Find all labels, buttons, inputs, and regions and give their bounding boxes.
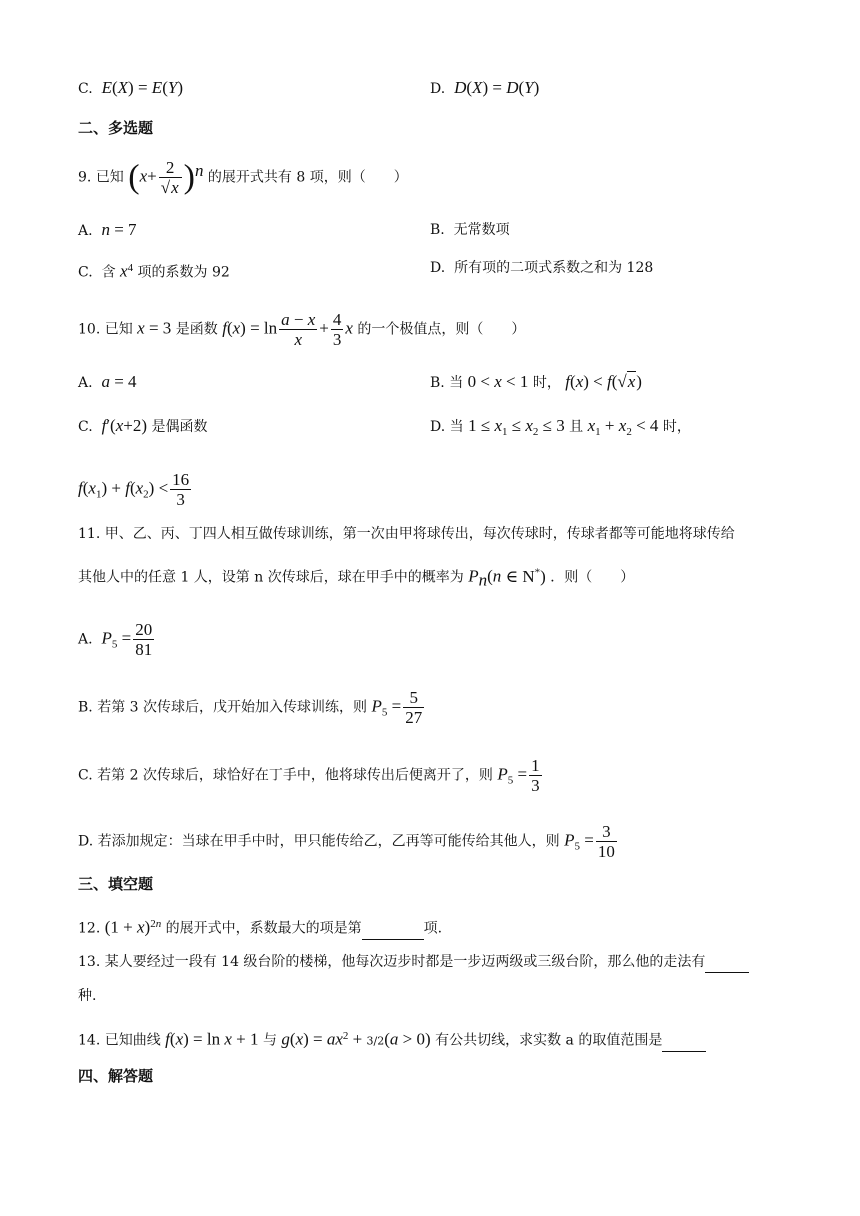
answer-blank[interactable] [362,919,424,940]
q10-option-b: B. 当 0 < x < 1 时， f(x) < f(√x) [430,372,642,391]
q9-option-b [430,220,510,240]
option-label: A. [78,631,93,648]
fraction: $\frac{3}{10}$ [597,822,615,861]
formula: D [454,78,467,97]
stem-text: 甲、乙、丙、丁四人相互做传球训练，第一次由甲将球传出，每次传球时，传球者都等可能地将球传给 [104,526,735,542]
option-label: B. [430,222,445,238]
question-13-line2: 种. [78,988,97,1004]
q10-option-a: A. a = 4 [78,372,137,391]
section-heading-fill-in: 三、填空题 [78,875,154,893]
option-label: B. [78,699,93,716]
q11-option-b: B. 若第 3 次传球后，戊开始加入传球训练，则 $P_5$ = $\frac{5}{27}$ [78,688,423,727]
fraction: $\frac{1}{3}$ [531,756,540,795]
fraction: $\frac{16}{3}$ [172,470,190,509]
fraction: $\frac{20}{81}$ [135,620,153,659]
question-12: 12. $(1 + x)^{2n}$ 的展开式中，系数最大的项是第 项. [78,914,442,940]
option-label: D. [78,833,94,850]
option-label: B. [430,375,445,391]
stem-text: 某人要经过一段有 14 级台阶的楼梯，他每次迈步时都是一步迈两级或三级台阶，那么他的走法有 [104,954,706,970]
stem-text: 已知 [95,169,124,186]
option-text: 所有项的二项式系数之和为 128 [454,260,654,276]
option-label: C. [78,264,93,281]
stem-text: 的展开式共有 8 项，则（ ） [207,169,408,186]
question-9-stem: 9. 已知 (x+ $\frac{2}{√x}$ )$^n$ 的展开式共有 8 项，则（ ） [78,158,408,197]
stem-text: 已知曲线 [104,1032,161,1049]
section-heading-answer: 四、解答题 [78,1067,154,1085]
stem-text: 已知 [104,321,133,338]
q10-option-d: D. 当 $1 \le x_1 \le x_2 \le 3$ 且 $x_1 + x_2 < 4$ 时， [430,416,691,438]
question-number: 10. [78,321,101,338]
question-10-stem: 10. 已知 x = 3 是函数 f(x) = ln $\frac{a - x}{x}$ + $\frac{4}{3}$ x 的一个极值点，则（ ） [78,310,526,349]
question-number: 13. [78,954,101,970]
option-text: 时， [532,375,561,391]
q11-option-a: A. $P_5$ = $\frac{20}{81}$ [78,620,153,659]
q9-option-a: A. n = 7 [78,220,137,239]
option-text: 若添加规定：当球在甲手中时，甲只能传给乙，乙再等可能传给其他人，则 [97,833,560,850]
q10-option-c: C. f′(x+2) 是偶函数 [78,416,208,435]
option-label: C. [78,767,93,784]
option-label: D. [430,81,446,97]
question-number: 14. [78,1032,101,1049]
question-number: 9. [78,169,92,186]
q11-option-d: D. 若添加规定：当球在甲手中时，甲只能传给乙，乙再等可能传给其他人，则 $P_5$ = $\frac{3}{10}$ [78,822,615,861]
q8-option-d: D. D(X) = D(Y) [430,78,540,97]
answer-blank[interactable] [662,1031,706,1052]
option-text: 当 [449,419,464,435]
option-text: 且 [569,419,584,435]
option-text: 时， [662,419,691,435]
option-text: 若第 3 次传球后，戊开始加入传球训练，则 [97,699,368,716]
option-text: 当 [449,375,464,391]
fraction: $\frac{a - x}{x}$ [281,310,316,349]
option-label: C. [78,81,93,97]
option-label: D. [430,260,446,276]
question-number: 11. [78,526,101,542]
fraction: $\frac{4}{3}$ [332,310,342,349]
question-13-line1 [78,952,749,973]
option-text: 无常数项 [453,222,510,238]
fraction: $\frac{2}{√x}$ [159,158,182,197]
question-14: 14. 已知曲线 f(x) = ln x + 1 与 $g(x) = ax^2 + 3/2(a > 0)$ 有公共切线，求实数 a 的取值范围是 [78,1026,706,1052]
q9-option-d [430,258,653,278]
option-label: D. [430,419,446,435]
stem-text: 的展开式中，系数最大的项是第 [165,920,362,937]
question-11-stem-line1 [78,524,735,544]
stem-text: 其他人中的任意 1 人，设第 n 次传球后，球在甲手中的概率为 [78,569,464,586]
stem-text: 是函数 [175,321,218,338]
option-text: 是偶函数 [151,419,208,435]
q9-option-c: C. 含 $x^4$ 项的系数为 92 [78,261,230,281]
stem-text: ．则（ ） [550,569,635,586]
formula: E [101,78,112,97]
option-label: A. [78,375,93,391]
answer-blank[interactable] [705,952,749,973]
fraction: $\frac{5}{27}$ [405,688,423,727]
section-heading-multiple-choice: 二、多选题 [78,119,154,137]
option-text: 项的系数为 92 [137,264,230,281]
stem-text: 与 [262,1032,277,1049]
question-11-stem-line2: 其他人中的任意 1 人，设第 n 次传球后，球在甲手中的概率为 $P_n(n$ ∈ N*) ．则（ ） [78,566,635,590]
question-number: 12. [78,920,101,937]
stem-text: 有公共切线，求实数 a 的取值范围是 [435,1032,663,1049]
option-text: 若第 2 次传球后，球恰好在丁手中，他将球传出后便离开了，则 [97,767,493,784]
option-label: A. [78,223,93,239]
option-text: 含 [101,264,116,281]
q10-option-c-continuation: $f(x_1) + f(x_2)$ < $\frac{16}{3}$ [78,470,190,509]
option-label: C. [78,419,93,435]
stem-text: 的一个极值点，则（ ） [357,321,526,338]
q8-option-c: C. E(X) = E(Y) [78,78,183,97]
stem-text: 项. [423,920,443,937]
q11-option-c: C. 若第 2 次传球后，球恰好在丁手中，他将球传出后便离开了，则 $P_5$ = $\frac{1}{3}$ [78,756,540,795]
